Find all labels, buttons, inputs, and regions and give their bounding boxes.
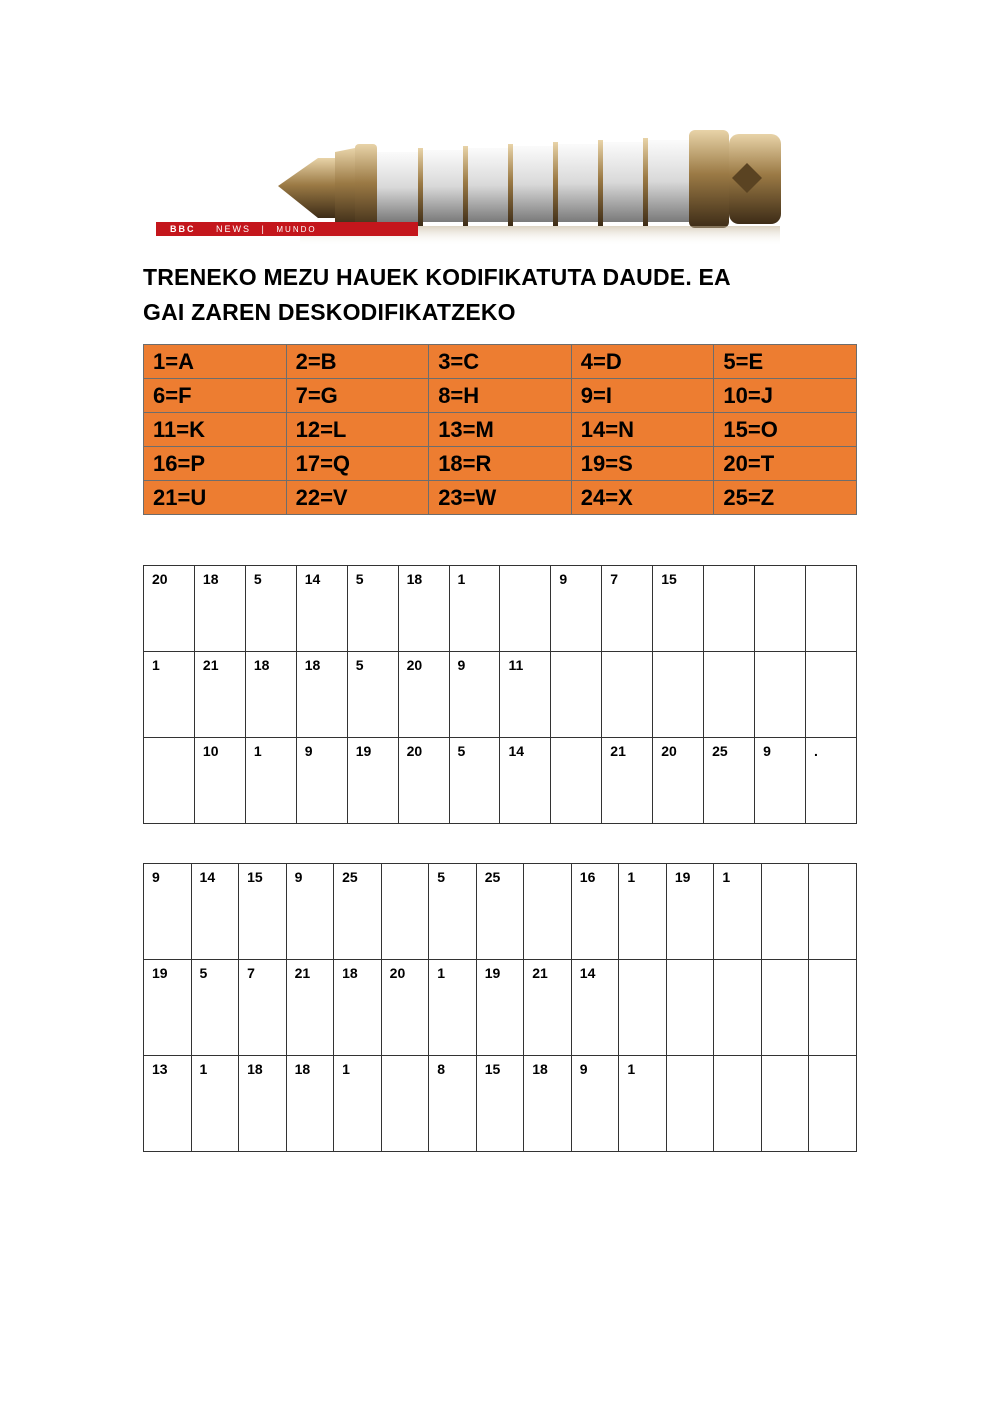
key-cell: 13=M bbox=[429, 413, 572, 447]
code-row bbox=[144, 960, 857, 1056]
code-cell[interactable]: 1 bbox=[429, 960, 477, 1056]
code-cell[interactable]: 19 bbox=[144, 960, 192, 1056]
code-cell[interactable]: 19 bbox=[347, 738, 398, 824]
title-line-1: TRENEKO MEZU HAUEK KODIFIKATUTA DAUDE. EA bbox=[143, 264, 731, 290]
key-cell: 6=F bbox=[144, 379, 287, 413]
code-cell[interactable] bbox=[619, 960, 667, 1056]
code-cell[interactable] bbox=[714, 960, 762, 1056]
code-cell[interactable]: 25 bbox=[476, 864, 524, 960]
code-cell[interactable]: 14 bbox=[296, 566, 347, 652]
code-cell[interactable]: 20 bbox=[381, 960, 429, 1056]
code-cell[interactable]: 21 bbox=[602, 738, 653, 824]
code-cell[interactable]: 18 bbox=[334, 960, 382, 1056]
code-cell[interactable] bbox=[704, 566, 755, 652]
key-cell: 18=R bbox=[429, 447, 572, 481]
code-cell[interactable] bbox=[666, 1056, 714, 1152]
code-cell[interactable] bbox=[144, 738, 195, 824]
code-cell[interactable]: 16 bbox=[571, 864, 619, 960]
code-cell[interactable]: 7 bbox=[602, 566, 653, 652]
code-cell[interactable]: 5 bbox=[429, 864, 477, 960]
key-cell: 17=Q bbox=[286, 447, 429, 481]
cryptex-rings bbox=[377, 138, 689, 226]
code-cell[interactable] bbox=[805, 566, 856, 652]
code-cell[interactable]: 9 bbox=[144, 864, 192, 960]
code-cell[interactable]: 25 bbox=[334, 864, 382, 960]
code-cell[interactable] bbox=[381, 1056, 429, 1152]
news-label: NEWS bbox=[216, 224, 252, 234]
key-row bbox=[144, 447, 857, 481]
key-cell: 5=E bbox=[714, 345, 857, 379]
message-grid-2 bbox=[143, 863, 857, 1152]
code-cell[interactable] bbox=[755, 652, 806, 738]
code-cell[interactable]: 9 bbox=[286, 864, 334, 960]
code-cell[interactable]: 13 bbox=[144, 1056, 192, 1152]
code-cell[interactable] bbox=[666, 960, 714, 1056]
code-cell[interactable]: 1 bbox=[334, 1056, 382, 1152]
code-cell[interactable] bbox=[809, 960, 857, 1056]
code-cell[interactable]: 1 bbox=[449, 566, 500, 652]
code-cell[interactable]: 18 bbox=[194, 566, 245, 652]
code-cell[interactable]: 15 bbox=[239, 864, 287, 960]
code-cell[interactable]: 9 bbox=[296, 738, 347, 824]
code-cell[interactable]: 5 bbox=[191, 960, 239, 1056]
code-cell[interactable]: 1 bbox=[714, 864, 762, 960]
message-grid-1 bbox=[143, 565, 857, 824]
key-row bbox=[144, 345, 857, 379]
key-cell: 9=I bbox=[571, 379, 714, 413]
code-cell[interactable]: 18 bbox=[245, 652, 296, 738]
page-title bbox=[143, 260, 863, 330]
code-row bbox=[144, 1056, 857, 1152]
code-cell[interactable] bbox=[551, 738, 602, 824]
code-cell[interactable]: 5 bbox=[449, 738, 500, 824]
code-cell[interactable]: 5 bbox=[347, 652, 398, 738]
code-cell[interactable]: 14 bbox=[500, 738, 551, 824]
key-cell: 25=Z bbox=[714, 481, 857, 515]
code-cell[interactable]: 14 bbox=[191, 864, 239, 960]
key-row bbox=[144, 379, 857, 413]
code-cell[interactable]: 18 bbox=[524, 1056, 572, 1152]
key-cell: 20=T bbox=[714, 447, 857, 481]
code-cell[interactable]: 18 bbox=[296, 652, 347, 738]
code-cell[interactable] bbox=[714, 1056, 762, 1152]
code-row bbox=[144, 652, 857, 738]
key-cell: 12=L bbox=[286, 413, 429, 447]
bbc-news-banner: BBC NEWS | MUNDO bbox=[156, 222, 418, 236]
key-cell: 4=D bbox=[571, 345, 714, 379]
code-cell[interactable]: 19 bbox=[476, 960, 524, 1056]
code-row bbox=[144, 864, 857, 960]
key-cell: 21=U bbox=[144, 481, 287, 515]
key-row bbox=[144, 413, 857, 447]
key-cell: 15=O bbox=[714, 413, 857, 447]
code-cell[interactable] bbox=[653, 652, 704, 738]
code-cell[interactable]: 15 bbox=[476, 1056, 524, 1152]
code-cell[interactable]: 20 bbox=[144, 566, 195, 652]
code-cell[interactable]: 19 bbox=[666, 864, 714, 960]
code-cell[interactable]: 7 bbox=[239, 960, 287, 1056]
key-cell: 16=P bbox=[144, 447, 287, 481]
code-cell[interactable] bbox=[704, 652, 755, 738]
title-line-2: GAI ZAREN DESKODIFIKATZEKO bbox=[143, 299, 516, 325]
code-cell[interactable]: 1 bbox=[245, 738, 296, 824]
code-cell[interactable]: 9 bbox=[755, 738, 806, 824]
code-cell[interactable]: 18 bbox=[239, 1056, 287, 1152]
code-row bbox=[144, 566, 857, 652]
code-cell[interactable] bbox=[551, 652, 602, 738]
code-cell[interactable]: 20 bbox=[398, 738, 449, 824]
code-cell[interactable] bbox=[805, 652, 856, 738]
bbc-logo: BBC bbox=[170, 224, 196, 234]
key-cell: 8=H bbox=[429, 379, 572, 413]
key-cell: 23=W bbox=[429, 481, 572, 515]
code-row bbox=[144, 738, 857, 824]
code-cell[interactable]: 18 bbox=[286, 1056, 334, 1152]
code-cell[interactable]: 8 bbox=[429, 1056, 477, 1152]
cipher-key-table bbox=[143, 344, 857, 515]
mundo-label: MUNDO bbox=[276, 225, 317, 234]
code-cell[interactable] bbox=[381, 864, 429, 960]
code-cell[interactable]: 1 bbox=[619, 864, 667, 960]
code-cell[interactable]: 21 bbox=[286, 960, 334, 1056]
code-cell[interactable]: 5 bbox=[347, 566, 398, 652]
code-cell[interactable]: 14 bbox=[571, 960, 619, 1056]
key-cell: 2=B bbox=[286, 345, 429, 379]
code-cell[interactable]: 9 bbox=[449, 652, 500, 738]
code-cell[interactable] bbox=[755, 566, 806, 652]
key-cell: 3=C bbox=[429, 345, 572, 379]
code-cell[interactable]: 1 bbox=[191, 1056, 239, 1152]
code-cell[interactable]: 18 bbox=[398, 566, 449, 652]
code-cell[interactable]: 21 bbox=[194, 652, 245, 738]
key-cell: 10=J bbox=[714, 379, 857, 413]
key-cell: 11=K bbox=[144, 413, 287, 447]
code-cell[interactable]: 20 bbox=[398, 652, 449, 738]
code-cell[interactable]: 15 bbox=[653, 566, 704, 652]
code-cell[interactable] bbox=[761, 960, 809, 1056]
code-cell[interactable]: 11 bbox=[500, 652, 551, 738]
code-cell[interactable] bbox=[809, 864, 857, 960]
code-cell[interactable]: 9 bbox=[571, 1056, 619, 1152]
code-cell[interactable]: 20 bbox=[653, 738, 704, 824]
key-cell: 7=G bbox=[286, 379, 429, 413]
code-cell[interactable]: . bbox=[805, 738, 856, 824]
code-cell[interactable] bbox=[524, 864, 572, 960]
key-cell: 1=A bbox=[144, 345, 287, 379]
key-cell: 22=V bbox=[286, 481, 429, 515]
code-cell[interactable] bbox=[761, 1056, 809, 1152]
code-cell[interactable]: 25 bbox=[704, 738, 755, 824]
code-cell[interactable]: 21 bbox=[524, 960, 572, 1056]
code-cell[interactable] bbox=[761, 864, 809, 960]
code-cell[interactable]: 5 bbox=[245, 566, 296, 652]
key-cell: 19=S bbox=[571, 447, 714, 481]
key-cell: 14=N bbox=[571, 413, 714, 447]
code-cell[interactable] bbox=[809, 1056, 857, 1152]
code-cell[interactable]: 1 bbox=[619, 1056, 667, 1152]
code-cell[interactable]: 10 bbox=[194, 738, 245, 824]
code-cell[interactable] bbox=[500, 566, 551, 652]
code-cell[interactable]: 9 bbox=[551, 566, 602, 652]
code-cell[interactable]: 1 bbox=[144, 652, 195, 738]
key-cell: 24=X bbox=[571, 481, 714, 515]
cryptex-image bbox=[150, 118, 800, 248]
code-cell[interactable] bbox=[602, 652, 653, 738]
key-row bbox=[144, 481, 857, 515]
